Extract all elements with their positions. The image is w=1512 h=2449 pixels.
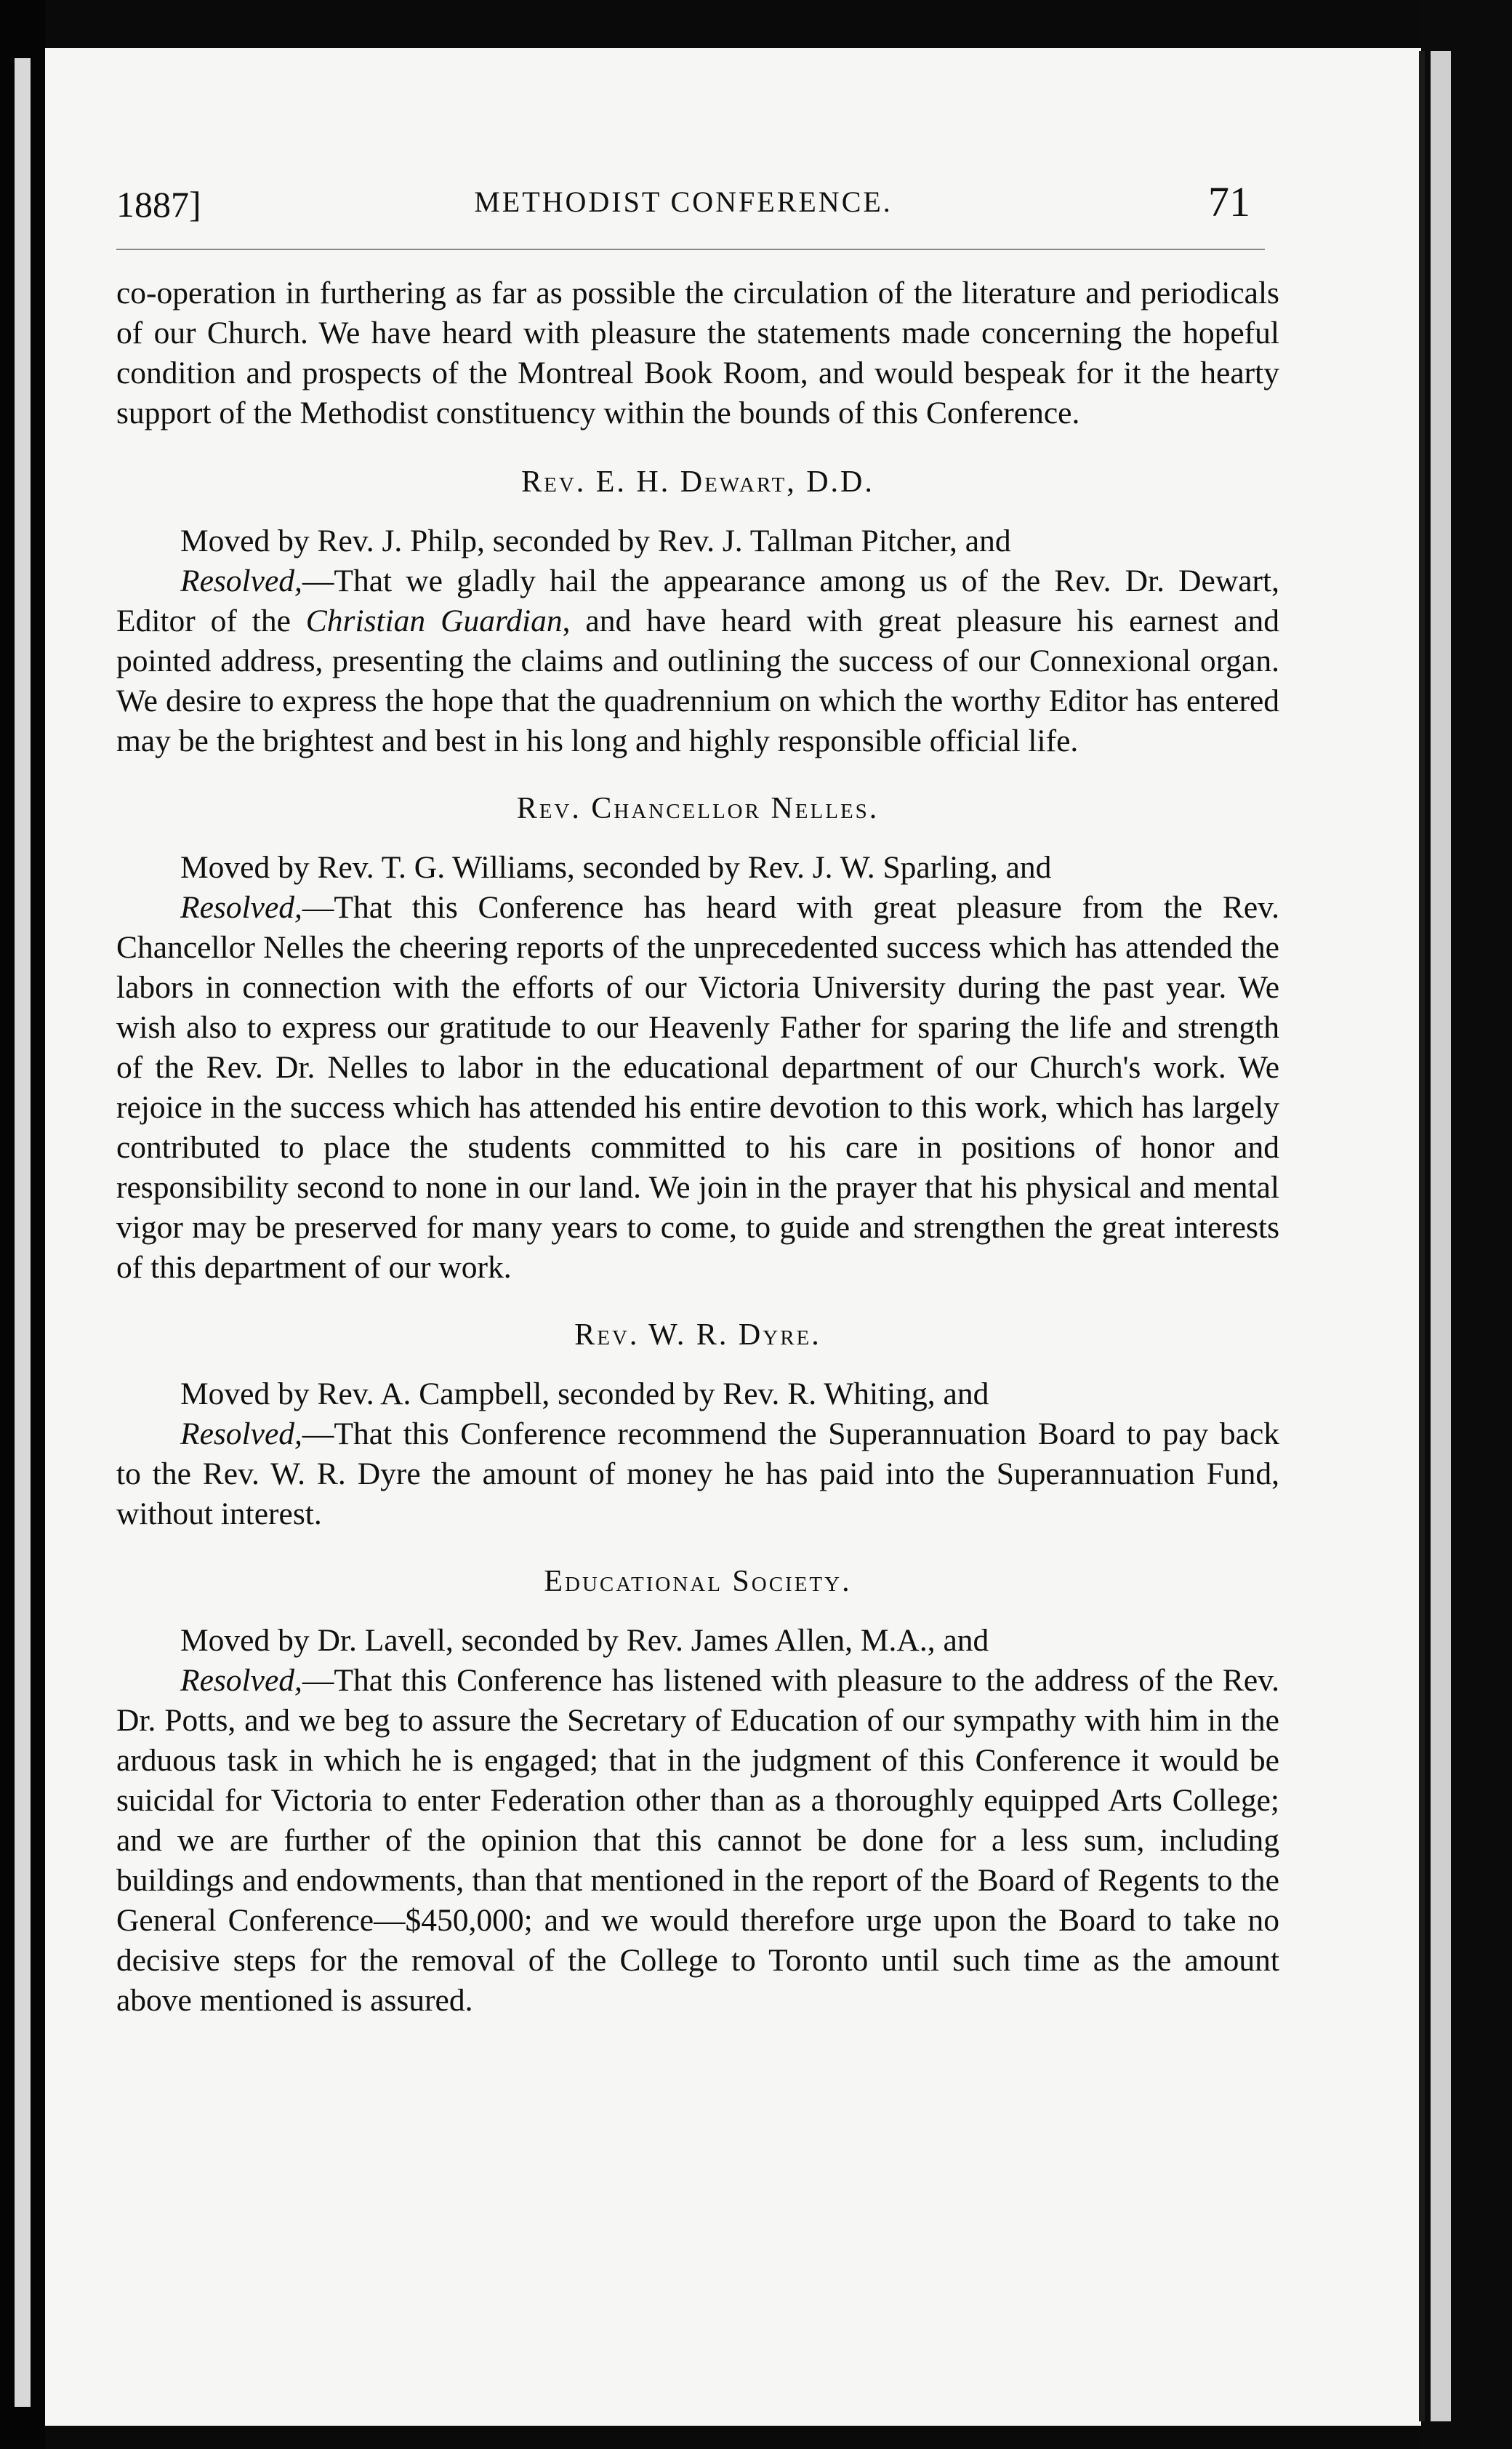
header-rule [116, 249, 1265, 250]
resolution-dewart [116, 561, 1279, 761]
resolution-nelles [116, 888, 1279, 1288]
resolved-label: Resolved, [180, 890, 302, 925]
newspaper-title: Christian Guardian [305, 604, 563, 638]
page-edge-shadow [1419, 51, 1425, 2421]
resolution-text: —That this Conference has listened with pleasure to the address of the Rev. Dr. Potts, and we beg to assure the Secretary of Education of our sympathy with him in the arduous task in which he is engaged; that in the judgment of this Conference it would be suicidal for Victoria to enter Federation other than as a thoroughly equipped Arts College; and we are further of the opinion that this cannot be done for a less sum, including buildings and endowments, than that mentioned in the report of the Board of Regents to the General Conference—$450,000; and we would therefore urge upon the Board to take no decisive steps for the removal of the College to Toronto until such time as the amount above mentioned is assured. [116, 1663, 1279, 2018]
resolved-label: Resolved, [180, 564, 302, 598]
resolution-dyre [116, 1414, 1279, 1534]
header-year: 1887] [116, 184, 201, 225]
next-page-edge [1431, 51, 1451, 2421]
resolution-educational-society [116, 1661, 1279, 2021]
intro-paragraph: co-operation in furthering as far as possible the circulation of the literature and periodicals of our Church. We have heard with pleasure the statements made concerning the hopeful condition and prospects of the Montreal Book Room, and would bespeak for it the hearty support of the Methodist constituency within the bounds of this Conference. [116, 276, 1279, 430]
section-heading-nelles: Rev. Chancellor Nelles. [516, 792, 880, 825]
resolved-label: Resolved, [180, 1416, 302, 1451]
section-heading-dyre: Rev. W. R. Dyre. [574, 1318, 821, 1352]
resolution-text: —That this Conference has heard with great pleasure from the Rev. Chancellor Nelles the cheering reports of the unprecedented success which has attended the labors in connection with the efforts of our Victoria University during the past year. We wish also to express our gratitude to our Heavenly Father for sparing the life and strength of the Rev. Dr. Nelles to labor in the educational department of our Church's work. We rejoice in the success which has attended his entire devotion to this work, which has largely contributed to place the students committed to his care in positions of honor and responsibility second to none in our land. We join in the prayer that his physical and mental vigor may be preserved for many years to come, to guide and strengthen the great interests of this department of our work. [116, 890, 1279, 1285]
page-body [116, 273, 1279, 2021]
resolution-text: —That we gladly hail the appearance among us of the Rev. Dr. Dewart, Editor of the [116, 564, 1279, 638]
running-header [116, 178, 1250, 234]
moved-line-dewart: Moved by Rev. J. Philp, seconded by Rev. J. Tallman Pitcher, and [180, 524, 1011, 558]
moved-line-educational-society: Moved by Dr. Lavell, seconded by Rev. James Allen, M.A., and [180, 1623, 989, 1658]
section-heading-dewart: Rev. E. H. Dewart, D.D. [521, 465, 874, 499]
previous-page-edge [15, 58, 31, 2407]
section-heading-educational-society: Educational Society. [544, 1565, 852, 1598]
moved-line-dyre: Moved by Rev. A. Campbell, seconded by Rev. R. Whiting, and [180, 1376, 989, 1411]
resolution-text: —That this Conference recommend the Superannuation Board to pay back to the Rev. W. R. Dyre the amount of money he has paid into the Superannuation Fund, without interest. [116, 1416, 1279, 1531]
moved-line-nelles: Moved by Rev. T. G. Williams, seconded by Rev. J. W. Sparling, and [180, 850, 1052, 885]
header-title: METHODIST CONFERENCE. [474, 185, 893, 218]
page-number: 71 [1208, 178, 1250, 225]
resolved-label: Resolved, [180, 1663, 302, 1698]
resolution-text: , and have heard with great pleasure his earnest and pointed address, presenting the claims and outlining the success of our Connexional organ. We desire to express the hope that the quadrennium on which the worthy Editor has entered may be the brightest and best in his long and highly responsible official life. [116, 604, 1280, 758]
